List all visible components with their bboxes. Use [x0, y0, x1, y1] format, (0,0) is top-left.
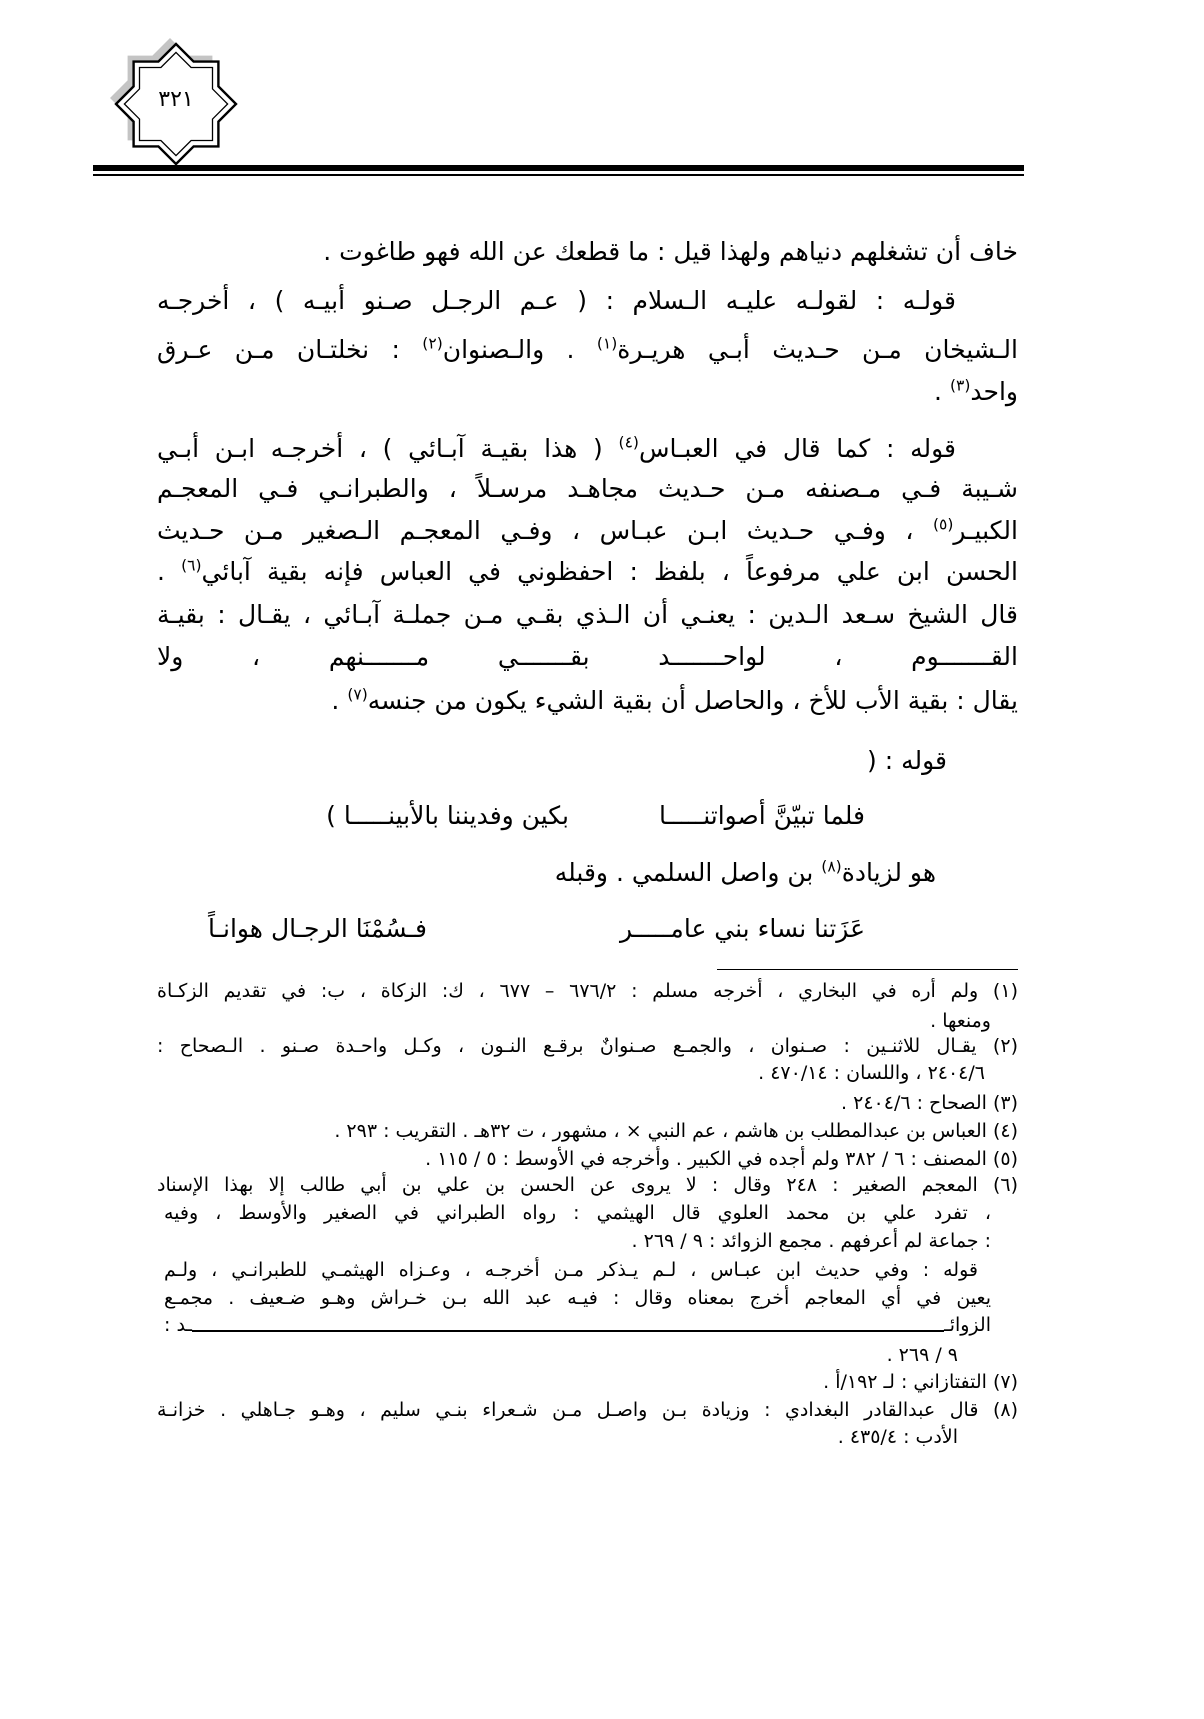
text-run: هو لزيادة	[841, 858, 936, 887]
footnote-line: ٩ / ٢٦٩ .	[886, 1344, 958, 1366]
body-line	[157, 511, 1018, 551]
header-rule-thin	[93, 174, 1024, 176]
footnote-line: (١) ولم أره في البخاري ، أخرجه مسلم : ٦٧٦/٢ – ٦٧٧ ، ك: الزكاة ، ب: في تقديم الزكـاة	[157, 980, 1018, 1002]
body-line	[157, 429, 956, 469]
text-run: الكبيـر	[953, 516, 1018, 545]
body-line: شـيبة فـي مـصنفه مـن حـديث مجاهـد مرسـلاً ، والطبرانـي فـي المعجـم	[157, 474, 1018, 503]
verse-hemistich-first: فلما تبيّنَّ أصواتنـــــا	[658, 801, 865, 830]
footnote-line: (٦) المعجم الصغير : ٢٤٨ وقال : لا يروى عن الحسن بن علي بن أبي طالب إلا بهذا الإسناد	[157, 1174, 1018, 1196]
text-run: ( هذا بقيـة آبـائي ) ، أخرجـه ابـن أبـي	[157, 434, 619, 463]
body-line	[0, 853, 936, 893]
text-run: ، وفـي حـديث ابـن عبـاس ، وفـي المعجـم الـصغير مـن حـديث	[157, 516, 933, 545]
footnote-ref-2: (٢)	[422, 334, 443, 353]
body-line: خاف أن تشغلهم دنياهم ولهذا قيل : ما قطعك عن الله فهو طاغوت .	[323, 237, 1018, 266]
text-run: : نخلتـان مـن عـرق	[157, 335, 423, 364]
page-number: ٣٢١	[158, 86, 194, 112]
verse-hemistich-second: بكين وفديننا بالأبينـــــا )	[326, 801, 569, 830]
text-run: .	[331, 686, 348, 715]
footnote-line-stretched	[164, 1311, 991, 1339]
footnote-ref-4: (٤)	[618, 433, 639, 452]
text-run: .	[157, 557, 182, 586]
footnote-line: (٣) الصحاح : ٢٤٠٤/٦ .	[841, 1092, 1018, 1114]
text-run: ـد :	[164, 1314, 192, 1336]
text-run: الـشيخان مـن حـديث أبـي هريـرة	[617, 335, 1018, 364]
body-line: القـــــــوم ، لواحـــــــد بقـــــــي مـــــــنهم ، ولا	[157, 642, 1018, 671]
body-line: قال الشيخ سـعد الـدين : يعنـي أن الـذي بقـي مـن جملـة آبـائي ، يقـال : بقيـة	[157, 600, 1018, 629]
footnote-ref-1: (١)	[596, 334, 618, 353]
footnote-line: قوله : وفي حديث ابن عبـاس ، لـم يـذكر مـن أخرجـه ، وعـزاه الهيثمـي للطبرانـي ، ولـم	[164, 1259, 978, 1281]
text-run: .	[934, 377, 950, 406]
footnote-line: (٧) التفتازاني : لـ ١٩٢/أ .	[823, 1371, 1018, 1393]
footnote-separator	[717, 969, 1018, 970]
footnote-ref-3: (٣)	[949, 376, 971, 395]
footnote-line: (٥) المصنف : ٦ / ٣٨٢ ولم أجده في الكبير . وأخرجه في الأوسط : ٥ / ١١٥ .	[425, 1148, 1018, 1170]
text-run: الزوائـ	[944, 1314, 991, 1336]
tatweel-filler	[192, 1330, 944, 1332]
footnote-ref-5: (٥)	[932, 515, 954, 534]
verse-hemistich-first: عَزَتنا نساء بني عامـــــر	[620, 914, 865, 943]
text-run: . والـصنوان	[442, 335, 597, 364]
text-run: يقال : بقية الأب للأخ ، والحاصل أن بقية الشيء يكون من جنسه	[367, 686, 1018, 715]
footnote-line: : جماعة لم أعرفهم . مجمع الزوائد : ٩ / ٢٦٩ .	[631, 1230, 991, 1252]
text-run: واحد	[970, 377, 1018, 406]
body-line: قوله : (	[867, 746, 947, 775]
footnote-line: يعين في أي المعاجم أخرج بمعناه وقال : فيـه عبد الله بـن خـراش وهـو ضـعيف . مجمـع	[164, 1287, 991, 1309]
body-line: قولـه : لقولـه عليـه الـسلام : ( عـم الرجـل صـنو أبيـه ) ، أخرجـه	[157, 286, 956, 315]
text-run: بن واصل السلمي . وقبله	[554, 858, 822, 887]
header-rule-thick	[93, 165, 1024, 171]
body-line	[157, 552, 1018, 592]
footnote-line: ومنعها .	[930, 1010, 991, 1032]
footnote-line: ، تفرد علي بن محمد العلوي قال الهيثمي : رواه الطبراني في الصغير والأوسط ، وفيه	[164, 1202, 991, 1224]
footnote-line: ٢٤٠٤/٦ ، واللسان : ٤٧٠/١٤ .	[758, 1062, 985, 1084]
footnote-line: (٤) العباس بن عبدالمطلب بن هاشم ، عم النبي × ، مشهور ، ت ٣٢هـ . التقريب : ٢٩٣ .	[334, 1120, 1018, 1142]
body-line	[0, 681, 1018, 721]
body-line	[157, 330, 1018, 370]
footnote-ref-8: (٨)	[821, 857, 842, 876]
text-run: الحسن ابن علي مرفوعاً ، بلفظ : احفظوني في العباس فإنه بقية آبائي	[201, 557, 1018, 586]
footnote-line: (٨) قال عبدالقادر البغدادي : وزيادة بـن واصـل مـن شـعراء بنـي سليم ، وهـو جـاهلي . خزانـة	[157, 1399, 1018, 1421]
footnote-ref-7: (٧)	[347, 685, 368, 704]
text-run: قوله : كما قال في العبـاس	[638, 434, 956, 463]
footnote-line: (٢) يقـال للاثنـين : صـنوان ، والجمـع صـنوانٌ برقـع النـون ، وكـل واحـدة صـنو . الـصحاح :	[157, 1035, 1018, 1057]
footnote-line: الأدب : ٤٣٥/٤ .	[837, 1426, 958, 1448]
verse-hemistich-second: فـسُمْنَا الرجـال هوانـاً	[208, 914, 427, 943]
footnote-ref-6: (٦)	[181, 556, 202, 575]
body-line	[0, 372, 1018, 412]
page-number-ornament	[106, 34, 246, 174]
